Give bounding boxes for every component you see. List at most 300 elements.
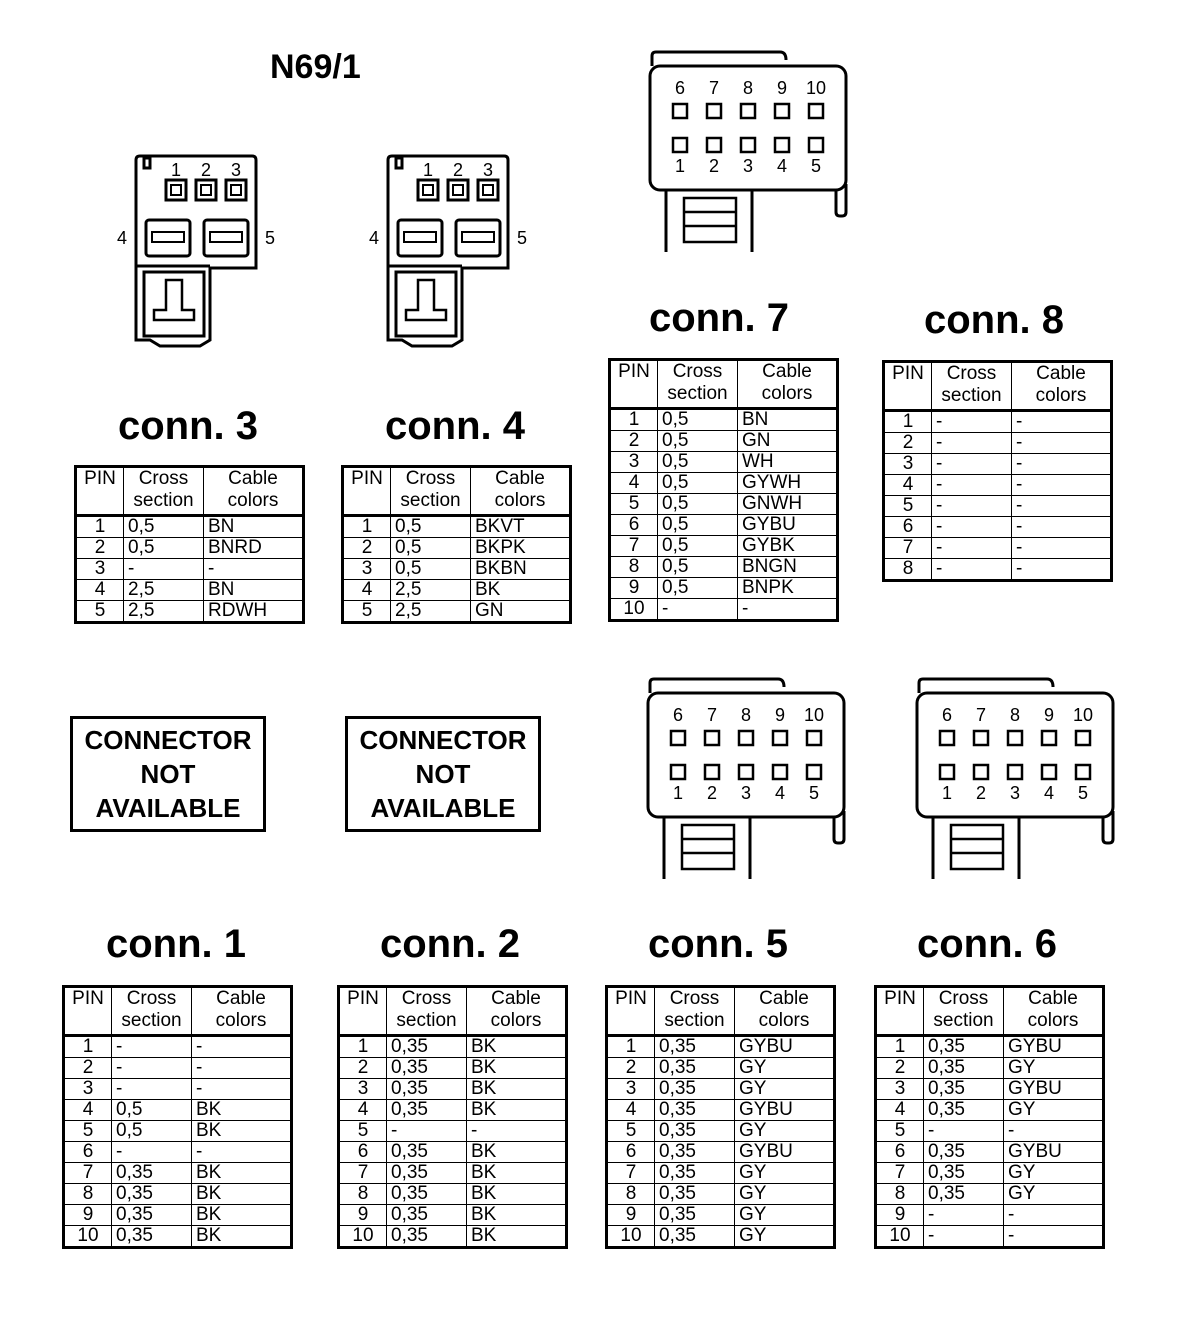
pin-number: 10 bbox=[610, 599, 658, 621]
cable-color: GYBU bbox=[1004, 1142, 1104, 1163]
table-row bbox=[884, 433, 1112, 454]
cross-section: 0,35 bbox=[924, 1058, 1004, 1079]
header-pin: PIN bbox=[607, 987, 655, 1036]
table-row bbox=[64, 1142, 292, 1163]
connector-back-shell bbox=[652, 52, 786, 66]
pin-number: 4 bbox=[64, 1100, 112, 1121]
cable-color: GY bbox=[1004, 1100, 1104, 1121]
table-row bbox=[876, 1036, 1104, 1058]
table-row bbox=[339, 1184, 567, 1205]
connector-title: conn. 3 bbox=[117, 404, 259, 448]
header-cable-colors: Cable colors bbox=[204, 467, 304, 516]
cross-section: 0,35 bbox=[655, 1100, 735, 1121]
pin-number: 2 bbox=[343, 538, 391, 559]
pin-number: 7 bbox=[607, 1163, 655, 1184]
table-row bbox=[343, 538, 571, 559]
pin-number: 8 bbox=[876, 1184, 924, 1205]
pin-number: 9 bbox=[64, 1205, 112, 1226]
lock-latch-lines bbox=[682, 839, 734, 853]
cable-color: GYBU bbox=[735, 1100, 835, 1121]
table-header-row bbox=[884, 362, 1112, 411]
pin-label: 2 bbox=[706, 783, 718, 803]
cross-section: - bbox=[112, 1058, 192, 1079]
cable-color: BK bbox=[192, 1121, 292, 1142]
pin-cavity bbox=[671, 765, 685, 779]
ten-pin-connector-drawing bbox=[907, 675, 1122, 885]
pin-number: 9 bbox=[876, 1205, 924, 1226]
table-row bbox=[610, 515, 838, 536]
pin-number: 2 bbox=[876, 1058, 924, 1079]
connector-not-available-box bbox=[345, 716, 541, 832]
table-row bbox=[339, 1205, 567, 1226]
pin-label: 4 bbox=[1043, 783, 1055, 803]
cross-section: 0,5 bbox=[658, 578, 738, 599]
pin-number: 6 bbox=[339, 1142, 387, 1163]
table-header-row bbox=[876, 987, 1104, 1036]
pin-cavity bbox=[673, 138, 687, 152]
cable-color: BK bbox=[192, 1184, 292, 1205]
pin-number: 4 bbox=[876, 1100, 924, 1121]
cross-section: 0,35 bbox=[924, 1142, 1004, 1163]
header-pin: PIN bbox=[884, 362, 932, 411]
cable-color: BK bbox=[467, 1205, 567, 1226]
table-row bbox=[610, 557, 838, 578]
table-row bbox=[884, 559, 1112, 581]
five-pin-connector-drawing bbox=[362, 148, 532, 358]
lock-latch bbox=[951, 825, 1003, 869]
table-row bbox=[884, 496, 1112, 517]
pin-number: 9 bbox=[339, 1205, 387, 1226]
table-row bbox=[339, 1058, 567, 1079]
cable-color: BK bbox=[467, 1163, 567, 1184]
pin-label: 2 bbox=[975, 783, 987, 803]
lock-housing bbox=[144, 272, 204, 336]
pin-label: 10 bbox=[803, 705, 825, 725]
cable-color: BKVT bbox=[471, 516, 571, 538]
pin-label: 7 bbox=[708, 78, 720, 98]
pin-cavity bbox=[807, 765, 821, 779]
pin-cavity bbox=[707, 138, 721, 152]
cable-color: - bbox=[204, 559, 304, 580]
page-title: N69/1 bbox=[270, 48, 361, 86]
pin-number: 10 bbox=[64, 1226, 112, 1248]
table-row bbox=[610, 473, 838, 494]
cable-color: GYBU bbox=[735, 1036, 835, 1058]
table-row bbox=[76, 601, 304, 623]
ten-pin-connector-drawing bbox=[640, 48, 855, 258]
table-header-row bbox=[343, 467, 571, 516]
cross-section: 0,35 bbox=[655, 1079, 735, 1100]
cable-color: GY bbox=[735, 1058, 835, 1079]
cable-color: - bbox=[192, 1142, 292, 1163]
connector-not-available-box bbox=[70, 716, 266, 832]
cross-section: 0,35 bbox=[655, 1058, 735, 1079]
pin-cavity bbox=[705, 765, 719, 779]
pin-cavity bbox=[673, 104, 687, 118]
pin-number: 3 bbox=[76, 559, 124, 580]
header-cable-colors: Cable colors bbox=[738, 360, 838, 409]
pin-cavity-inner bbox=[453, 185, 463, 195]
table-row bbox=[343, 516, 571, 538]
cable-color: GYBU bbox=[1004, 1079, 1104, 1100]
cable-color: GY bbox=[735, 1184, 835, 1205]
table-row bbox=[610, 409, 838, 431]
pin-number: 4 bbox=[339, 1100, 387, 1121]
cross-section: 0,5 bbox=[658, 536, 738, 557]
pin-table bbox=[608, 358, 839, 622]
pin-number: 7 bbox=[876, 1163, 924, 1184]
cable-color: - bbox=[1012, 538, 1112, 559]
pin-cavity-inner bbox=[171, 185, 181, 195]
cable-color: GY bbox=[735, 1226, 835, 1248]
cable-color: GY bbox=[735, 1121, 835, 1142]
pin-number: 6 bbox=[64, 1142, 112, 1163]
pin-cavity bbox=[1076, 731, 1090, 745]
pin-number: 7 bbox=[610, 536, 658, 557]
cross-section: 0,5 bbox=[391, 538, 471, 559]
cross-section: - bbox=[658, 599, 738, 621]
pin-number: 1 bbox=[339, 1036, 387, 1058]
pin-label: 3 bbox=[742, 156, 754, 176]
pin-cavity bbox=[166, 180, 186, 200]
table-header-row bbox=[607, 987, 835, 1036]
cable-color: GYBU bbox=[735, 1142, 835, 1163]
pin-number: 4 bbox=[610, 473, 658, 494]
pin-table bbox=[74, 465, 305, 624]
table-row bbox=[339, 1079, 567, 1100]
pin-label: 4 bbox=[116, 228, 128, 248]
table-row bbox=[876, 1163, 1104, 1184]
cable-color: - bbox=[738, 599, 838, 621]
pin-number: 3 bbox=[339, 1079, 387, 1100]
table-row bbox=[339, 1226, 567, 1248]
cable-color: BK bbox=[467, 1142, 567, 1163]
pin-number: 5 bbox=[343, 601, 391, 623]
pin-number: 6 bbox=[876, 1142, 924, 1163]
table-row bbox=[610, 452, 838, 473]
cross-section: 0,35 bbox=[387, 1079, 467, 1100]
lock-latch-lines bbox=[684, 212, 736, 226]
na-line: AVAILABLE bbox=[95, 793, 241, 823]
pin-number: 3 bbox=[884, 454, 932, 475]
pin-number: 9 bbox=[607, 1205, 655, 1226]
pin-cavity bbox=[739, 765, 753, 779]
table-row bbox=[64, 1121, 292, 1142]
cable-color: - bbox=[192, 1079, 292, 1100]
pin-label: 5 bbox=[516, 228, 528, 248]
pin-number: 5 bbox=[64, 1121, 112, 1142]
cable-color: BK bbox=[467, 1184, 567, 1205]
header-pin: PIN bbox=[76, 467, 124, 516]
header-cross-section: Cross section bbox=[655, 987, 735, 1036]
pin-number: 6 bbox=[607, 1142, 655, 1163]
table-row bbox=[343, 580, 571, 601]
pin-number: 1 bbox=[343, 516, 391, 538]
cross-section: - bbox=[932, 454, 1012, 475]
power-pin bbox=[152, 232, 184, 242]
lock-latch-lines bbox=[951, 839, 1003, 853]
pin-label: 1 bbox=[170, 160, 182, 180]
cable-color: GYBU bbox=[738, 515, 838, 536]
na-line: CONNECTOR bbox=[359, 725, 527, 755]
pin-number: 2 bbox=[64, 1058, 112, 1079]
pin-label: 6 bbox=[672, 705, 684, 725]
cable-color: GYBU bbox=[1004, 1036, 1104, 1058]
cross-section: - bbox=[932, 475, 1012, 496]
cable-color: - bbox=[1004, 1121, 1104, 1142]
cross-section: 0,5 bbox=[391, 516, 471, 538]
pin-label: 2 bbox=[452, 160, 464, 180]
pin-number: 1 bbox=[876, 1036, 924, 1058]
cross-section: 0,35 bbox=[655, 1184, 735, 1205]
table-header-row bbox=[76, 467, 304, 516]
pin-cavity bbox=[974, 765, 988, 779]
table-header-row bbox=[610, 360, 838, 409]
pin-number: 5 bbox=[876, 1121, 924, 1142]
power-pin bbox=[404, 232, 436, 242]
header-cable-colors: Cable colors bbox=[471, 467, 571, 516]
pin-cavity-inner bbox=[231, 185, 241, 195]
header-cross-section: Cross section bbox=[391, 467, 471, 516]
cross-section: - bbox=[924, 1226, 1004, 1248]
pin-cavity bbox=[809, 104, 823, 118]
connector-title: conn. 4 bbox=[384, 404, 526, 448]
pin-label: 4 bbox=[776, 156, 788, 176]
pin-table bbox=[605, 985, 836, 1249]
table-row bbox=[76, 516, 304, 538]
header-cable-colors: Cable colors bbox=[1012, 362, 1112, 411]
cable-color: BK bbox=[471, 580, 571, 601]
connector-back-shell bbox=[650, 679, 784, 693]
pin-number: 6 bbox=[610, 515, 658, 536]
pin-label: 3 bbox=[230, 160, 242, 180]
pin-label: 6 bbox=[674, 78, 686, 98]
pin-number: 7 bbox=[64, 1163, 112, 1184]
pin-label: 7 bbox=[975, 705, 987, 725]
cable-color: BK bbox=[192, 1100, 292, 1121]
table-row bbox=[339, 1142, 567, 1163]
pin-cavity bbox=[1042, 731, 1056, 745]
cross-section: - bbox=[932, 559, 1012, 581]
pin-label: 5 bbox=[808, 783, 820, 803]
table-row bbox=[339, 1121, 567, 1142]
cable-color: BK bbox=[467, 1058, 567, 1079]
pin-number: 8 bbox=[610, 557, 658, 578]
cross-section: - bbox=[932, 496, 1012, 517]
pin-cavity bbox=[775, 104, 789, 118]
lock-latch bbox=[682, 825, 734, 869]
cable-color: BN bbox=[204, 580, 304, 601]
table-row bbox=[64, 1100, 292, 1121]
table-row bbox=[876, 1058, 1104, 1079]
cross-section: 0,5 bbox=[112, 1121, 192, 1142]
table-row bbox=[64, 1036, 292, 1058]
header-pin: PIN bbox=[339, 987, 387, 1036]
cross-section: - bbox=[924, 1121, 1004, 1142]
cross-section: 0,5 bbox=[658, 557, 738, 578]
pin-label: 9 bbox=[774, 705, 786, 725]
pin-label: 9 bbox=[776, 78, 788, 98]
pin-label: 5 bbox=[1077, 783, 1089, 803]
cable-color: WH bbox=[738, 452, 838, 473]
pin-table bbox=[874, 985, 1105, 1249]
cross-section: 0,35 bbox=[387, 1036, 467, 1058]
header-cross-section: Cross section bbox=[112, 987, 192, 1036]
cable-color: BK bbox=[467, 1100, 567, 1121]
power-pin bbox=[210, 232, 242, 242]
cross-section: - bbox=[112, 1142, 192, 1163]
pin-cavity bbox=[741, 104, 755, 118]
table-row bbox=[884, 538, 1112, 559]
cross-section: 0,35 bbox=[387, 1184, 467, 1205]
cable-color: GY bbox=[1004, 1184, 1104, 1205]
cross-section: 0,35 bbox=[387, 1205, 467, 1226]
table-row bbox=[610, 599, 838, 621]
cable-color: GN bbox=[471, 601, 571, 623]
pin-number: 1 bbox=[610, 409, 658, 431]
pin-number: 5 bbox=[884, 496, 932, 517]
table-row bbox=[339, 1036, 567, 1058]
pin-label: 7 bbox=[706, 705, 718, 725]
cable-color: - bbox=[192, 1036, 292, 1058]
table-row bbox=[76, 580, 304, 601]
cross-section: - bbox=[112, 1036, 192, 1058]
table-row bbox=[607, 1079, 835, 1100]
latch-tab bbox=[144, 158, 150, 168]
cable-color: - bbox=[1012, 411, 1112, 433]
table-row bbox=[884, 411, 1112, 433]
cross-section: 0,35 bbox=[655, 1121, 735, 1142]
table-row bbox=[76, 559, 304, 580]
cross-section: 2,5 bbox=[391, 580, 471, 601]
table-row bbox=[610, 431, 838, 452]
pin-number: 1 bbox=[76, 516, 124, 538]
pin-number: 3 bbox=[876, 1079, 924, 1100]
pin-label: 10 bbox=[1072, 705, 1094, 725]
cable-color: - bbox=[1012, 454, 1112, 475]
cross-section: 0,5 bbox=[658, 494, 738, 515]
header-pin: PIN bbox=[876, 987, 924, 1036]
pin-cavity-inner bbox=[483, 185, 493, 195]
pin-number: 5 bbox=[610, 494, 658, 515]
lock-latch bbox=[684, 198, 736, 242]
pin-cavity bbox=[775, 138, 789, 152]
cross-section: - bbox=[932, 517, 1012, 538]
pin-number: 4 bbox=[76, 580, 124, 601]
table-row bbox=[343, 601, 571, 623]
pin-number: 10 bbox=[607, 1226, 655, 1248]
na-line: CONNECTOR bbox=[84, 725, 252, 755]
table-row bbox=[876, 1121, 1104, 1142]
pin-cavity bbox=[671, 731, 685, 745]
table-row bbox=[610, 578, 838, 599]
pin-cavity bbox=[940, 731, 954, 745]
lock-latch bbox=[406, 280, 446, 320]
pin-label: 3 bbox=[1009, 783, 1021, 803]
connector-title: conn. 5 bbox=[647, 922, 789, 966]
cable-color: GN bbox=[738, 431, 838, 452]
pin-cavity bbox=[773, 731, 787, 745]
table-row bbox=[607, 1036, 835, 1058]
pin-cavity bbox=[1008, 765, 1022, 779]
cable-color: - bbox=[1012, 475, 1112, 496]
cross-section: 0,35 bbox=[924, 1184, 1004, 1205]
cross-section: 2,5 bbox=[391, 601, 471, 623]
pin-label: 4 bbox=[774, 783, 786, 803]
table-header-row bbox=[64, 987, 292, 1036]
pin-number: 10 bbox=[876, 1226, 924, 1248]
cross-section: 0,35 bbox=[655, 1036, 735, 1058]
pin-number: 5 bbox=[607, 1121, 655, 1142]
table-row bbox=[607, 1163, 835, 1184]
ten-pin-connector-drawing bbox=[638, 675, 853, 885]
table-row bbox=[64, 1226, 292, 1248]
table-row bbox=[876, 1205, 1104, 1226]
pin-label: 4 bbox=[368, 228, 380, 248]
cable-color: RDWH bbox=[204, 601, 304, 623]
pin-cavity bbox=[478, 180, 498, 200]
cross-section: 0,35 bbox=[655, 1142, 735, 1163]
cable-color: GY bbox=[735, 1205, 835, 1226]
cross-section: 0,5 bbox=[658, 409, 738, 431]
cross-section: 0,5 bbox=[658, 473, 738, 494]
pin-cavity-inner bbox=[201, 185, 211, 195]
cross-section: 0,35 bbox=[924, 1036, 1004, 1058]
cable-color: - bbox=[1012, 517, 1112, 538]
pin-cavity bbox=[448, 180, 468, 200]
cross-section: 0,35 bbox=[655, 1163, 735, 1184]
cable-color: - bbox=[1012, 559, 1112, 581]
table-row bbox=[607, 1142, 835, 1163]
cable-color: BKBN bbox=[471, 559, 571, 580]
cross-section: 2,5 bbox=[124, 580, 204, 601]
pin-label: 8 bbox=[1009, 705, 1021, 725]
table-row bbox=[607, 1058, 835, 1079]
pin-cavity bbox=[809, 138, 823, 152]
pin-label: 8 bbox=[742, 78, 754, 98]
header-pin: PIN bbox=[64, 987, 112, 1036]
pin-label: 1 bbox=[941, 783, 953, 803]
header-cross-section: Cross section bbox=[124, 467, 204, 516]
cross-section: - bbox=[387, 1121, 467, 1142]
pin-cavity-inner bbox=[423, 185, 433, 195]
pin-cavity bbox=[705, 731, 719, 745]
cross-section: - bbox=[932, 433, 1012, 454]
pin-cavity bbox=[807, 731, 821, 745]
cross-section: 0,5 bbox=[112, 1100, 192, 1121]
cross-section: 0,5 bbox=[124, 516, 204, 538]
connector-title: conn. 8 bbox=[923, 298, 1065, 342]
header-pin: PIN bbox=[343, 467, 391, 516]
pin-label: 5 bbox=[264, 228, 276, 248]
pin-number: 3 bbox=[607, 1079, 655, 1100]
pin-number: 6 bbox=[884, 517, 932, 538]
cross-section: 0,35 bbox=[387, 1100, 467, 1121]
pin-number: 5 bbox=[339, 1121, 387, 1142]
pin-label: 2 bbox=[200, 160, 212, 180]
cable-color: - bbox=[1004, 1226, 1104, 1248]
table-row bbox=[607, 1205, 835, 1226]
cable-color: GYBK bbox=[738, 536, 838, 557]
cable-color: GNWH bbox=[738, 494, 838, 515]
table-row bbox=[339, 1163, 567, 1184]
pin-number: 4 bbox=[607, 1100, 655, 1121]
connector-back-shell bbox=[919, 679, 1053, 693]
pin-table bbox=[62, 985, 293, 1249]
cable-color: BK bbox=[467, 1226, 567, 1248]
cable-color: GY bbox=[1004, 1058, 1104, 1079]
cross-section: 0,35 bbox=[924, 1079, 1004, 1100]
